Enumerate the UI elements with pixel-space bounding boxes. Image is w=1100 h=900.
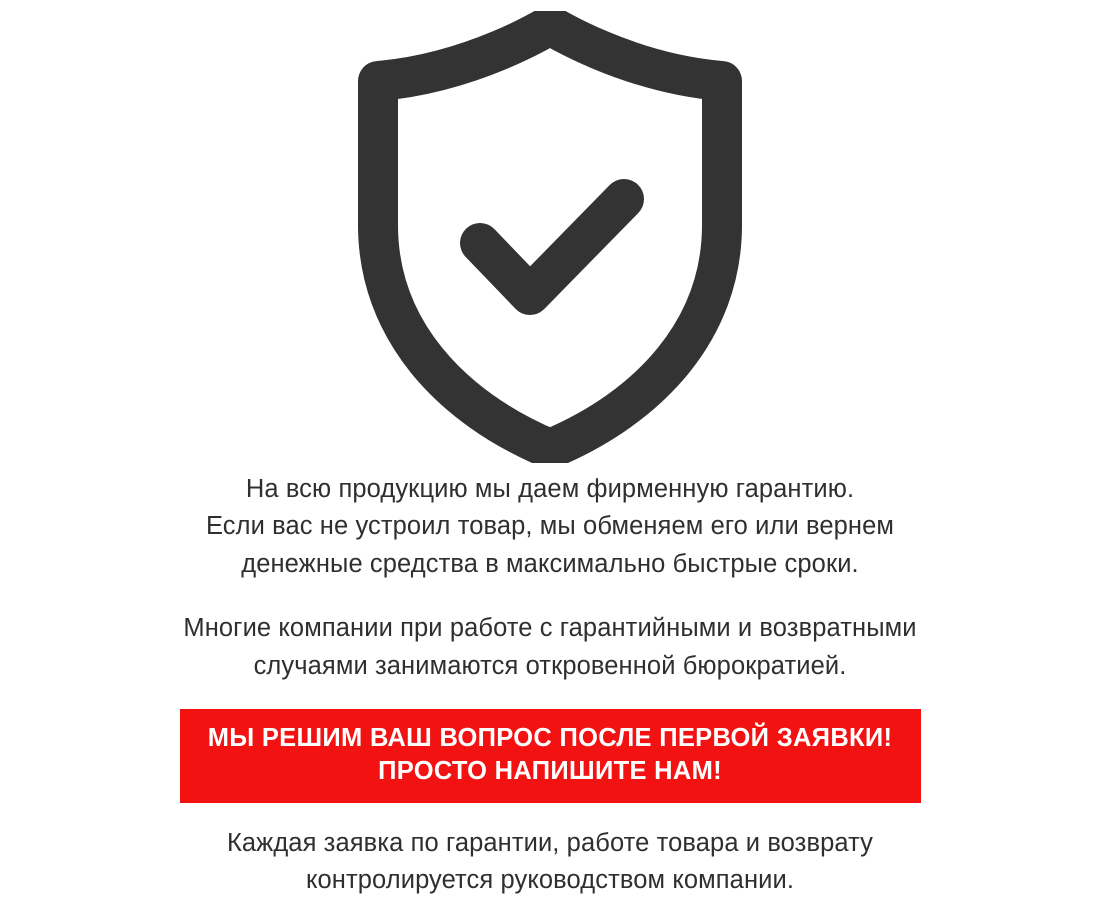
- paragraph-1-line-1: На всю продукцию мы даем фирменную гарантию.: [245, 474, 855, 503]
- guarantee-paragraph-3: [150, 825, 950, 900]
- paragraph-2-line-2: случаями занимаются откровенной бюрократией.: [253, 651, 847, 680]
- callout-banner: [180, 709, 921, 802]
- paragraph-1-line-2: Если вас не устроил товар, мы обменяем его или вернем: [205, 512, 895, 541]
- guarantee-paragraph-1: [150, 471, 950, 584]
- shield-check-icon: [354, 11, 746, 463]
- guarantee-paragraph-2: [150, 610, 950, 685]
- banner-line-1: МЫ РЕШИМ ВАШ ВОПРОС ПОСЛЕ ПЕРВОЙ ЗАЯВКИ!: [207, 724, 893, 753]
- paragraph-3-line-1: Каждая заявка по гарантии, работе товара и возврату: [226, 828, 874, 857]
- shield-badge: [350, 10, 750, 465]
- paragraph-1-line-3: денежные средства в максимально быстрые сроки.: [241, 550, 859, 579]
- banner-line-2: ПРОСТО НАПИШИТЕ НАМ!: [378, 756, 722, 785]
- paragraph-3-line-2: контролируется руководством компании.: [305, 866, 795, 895]
- paragraph-2-line-1: Многие компании при работе с гарантийными и возвратными: [183, 613, 917, 642]
